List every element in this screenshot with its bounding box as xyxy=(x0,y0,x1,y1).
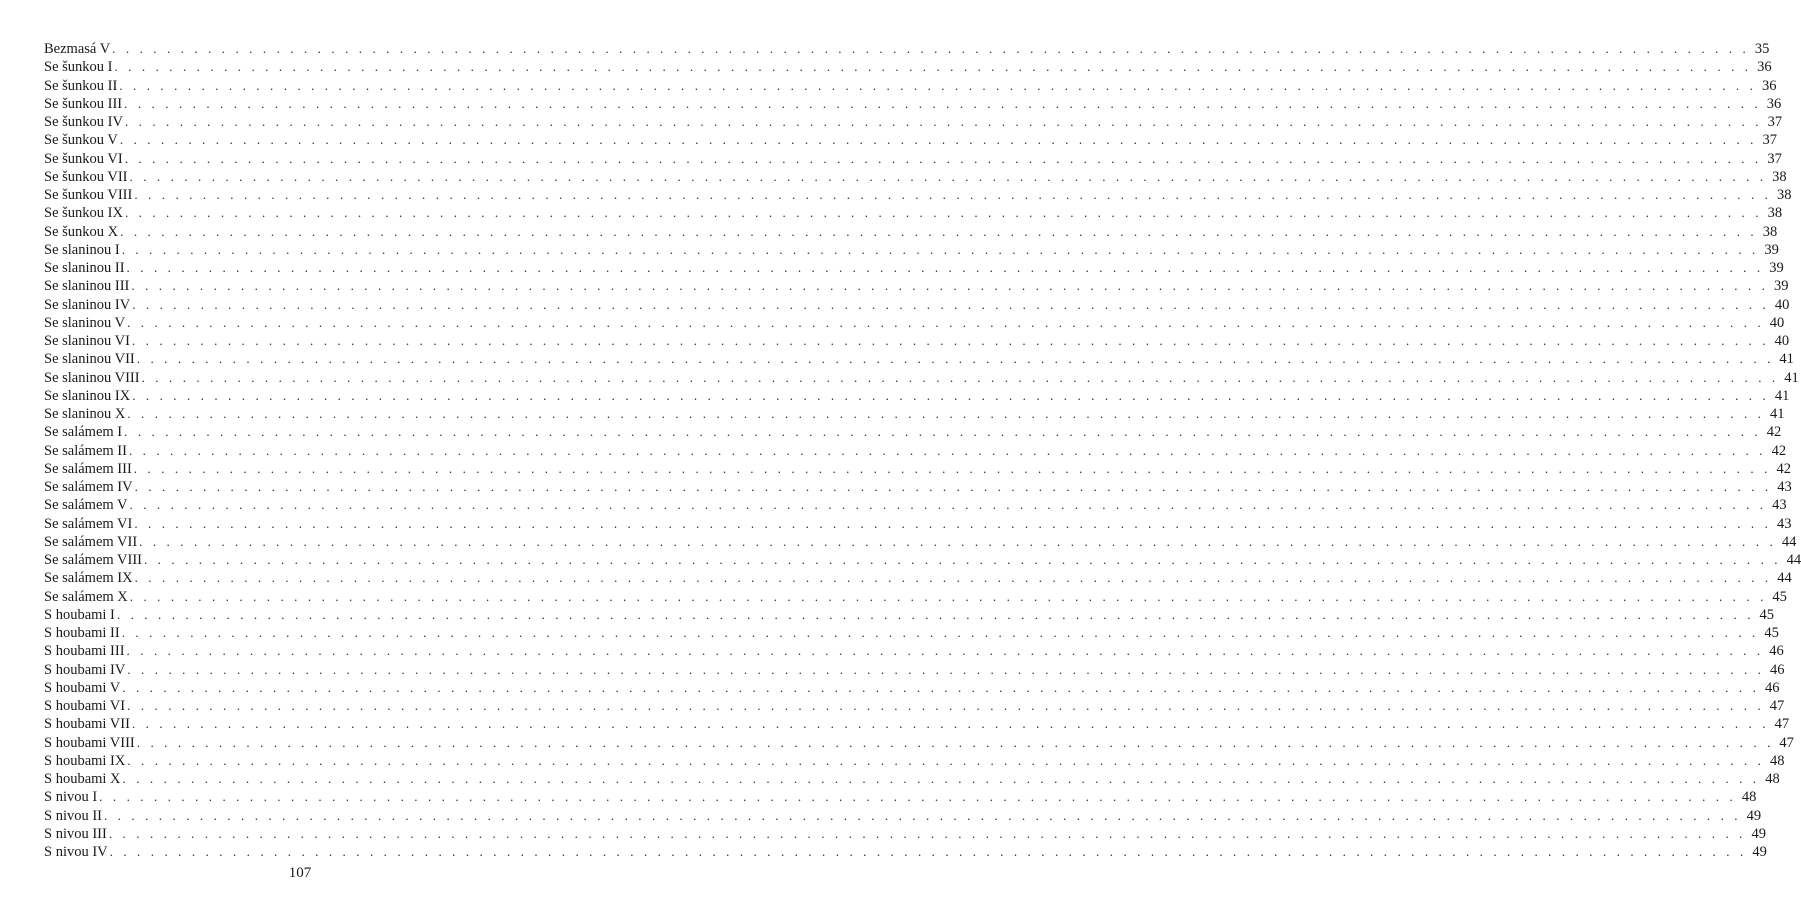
toc-entry-page: 46 xyxy=(1769,643,1784,660)
toc-entry-page: 49 xyxy=(1746,807,1762,824)
toc-entry-title: Se slaninou I xyxy=(44,241,120,258)
toc-entry xyxy=(44,58,1772,76)
toc-entry-title: Se šunkou I xyxy=(44,59,113,76)
page-number: 107 xyxy=(288,865,312,881)
toc-entry xyxy=(44,168,1787,186)
toc-entry-page: 46 xyxy=(1764,679,1780,696)
toc-dot-leader: . . . . . . . . . . . . . . . . . . . . . . . . . . . . . . . . . . . . . . . . . . . . . . . . . . . . . . . . . . . . . . . . . . . . . . . . . . . . . . . . . . . . . . . . . . . . . . . . . . . . . . . . . . . . . . . . . . . . . . . . xyxy=(132,296,1770,312)
toc-entry-title: Se salámem X xyxy=(44,588,128,605)
toc-entry-page: 39 xyxy=(1764,241,1779,258)
toc-dot-leader: . . . . . . . . . . . . . . . . . . . . . . . . . . . . . . . . . . . . . . . . . . . . . . . . . . . . . . . . . . . . . . . . . . . . . . . . . . . . . . . . . . . . . . . . . . . . . . . . . . . . . . . . . . . . . . . . . . . . . . . . xyxy=(104,807,1742,823)
toc-entry xyxy=(44,624,1779,642)
toc-entry-page: 41 xyxy=(1770,406,1785,422)
toc-dot-leader: . . . . . . . . . . . . . . . . . . . . . . . . . . . . . . . . . . . . . . . . . . . . . . . . . . . . . . . . . . . . . . . . . . . . . . . . . . . . . . . . . . . . . . . . . . . . . . . . . . . . . . . . . . . . . . . . . . . . . . . . xyxy=(136,351,1774,367)
toc-entry-title: S houbami IV xyxy=(44,661,126,678)
toc-entry-title: Se šunkou IX xyxy=(44,205,123,222)
toc-entry xyxy=(44,423,1782,441)
toc-entry-title: S houbami VIII xyxy=(44,734,135,751)
toc-entry-page: 42 xyxy=(1771,442,1787,459)
toc-entry-title: S houbami I xyxy=(44,606,115,623)
toc-dot-leader: . . . . . . . . . . . . . . . . . . . . . . . . . . . . . . . . . . . . . . . . . . . . . . . . . . . . . . . . . . . . . . . . . . . . . . . . . . . . . . . . . . . . . . . . . . . . . . . . . . . . . . . . . . . . . . . . . . . . . . . . xyxy=(132,387,1770,403)
toc-entry-page: 37 xyxy=(1767,150,1782,167)
toc-entry xyxy=(44,825,1766,843)
toc-entry-title: Se slaninou VII xyxy=(44,351,135,368)
toc-entry xyxy=(44,40,1770,58)
toc-dot-leader: . . . . . . . . . . . . . . . . . . . . . . . . . . . . . . . . . . . . . . . . . . . . . . . . . . . . . . . . . . . . . . . . . . . . . . . . . . . . . . . . . . . . . . . . . . . . . . . . . . . . . . . . . . . . . . . . . . . . . . . . xyxy=(119,132,1758,148)
toc-dot-leader: . . . . . . . . . . . . . . . . . . . . . . . . . . . . . . . . . . . . . . . . . . . . . . . . . . . . . . . . . . . . . . . . . . . . . . . . . . . . . . . . . . . . . . . . . . . . . . . . . . . . . . . . . . . . . . . . . . . . . . . . xyxy=(124,114,1763,129)
toc-entry-title: S houbami V xyxy=(44,679,121,696)
toc-entry xyxy=(44,551,1801,569)
toc-entry-page: 44 xyxy=(1777,570,1792,587)
toc-entry xyxy=(44,770,1780,788)
toc-entry xyxy=(44,752,1785,770)
toc-entry-title: Se šunkou II xyxy=(44,77,118,94)
toc-entry xyxy=(44,697,1785,715)
toc-entry xyxy=(44,405,1785,423)
toc-dot-leader: . . . . . . . . . . . . . . . . . . . . . . . . . . . . . . . . . . . . . . . . . . . . . . . . . . . . . . . . . . . . . . . . . . . . . . . . . . . . . . . . . . . . . . . . . . . . . . . . . . . . . . . . . . . . . . . . . . . . . . . . xyxy=(134,515,1772,531)
toc-entry-title: S houbami II xyxy=(44,625,120,641)
toc-entry xyxy=(44,332,1790,350)
toc-entry xyxy=(44,533,1797,551)
toc-dot-leader: . . . . . . . . . . . . . . . . . . . . . . . . . . . . . . . . . . . . . . . . . . . . . . . . . . . . . . . . . . . . . . . . . . . . . . . . . . . . . . . . . . . . . . . . . . . . . . . . . . . . . . . . . . . . . . . . . . . . . . . . xyxy=(131,716,1770,732)
toc-entry-title: Se salámem IV xyxy=(44,479,133,495)
toc-entry-title: S houbami IX xyxy=(44,752,126,769)
toc-entry xyxy=(44,369,1799,387)
toc-dot-leader: . . . . . . . . . . . . . . . . . . . . . . . . . . . . . . . . . . . . . . . . . . . . . . . . . . . . . . . . . . . . . . . . . . . . . . . . . . . . . . . . . . . . . . . . . . . . . . . . . . . . . . . . . . . . . . . . . . . . . . . . xyxy=(127,698,1765,713)
toc-entry xyxy=(44,478,1792,496)
toc-entry-title: S houbami III xyxy=(44,643,125,660)
toc-entry-page: 46 xyxy=(1770,661,1785,678)
toc-dot-leader: . . . . . . . . . . . . . . . . . . . . . . . . . . . . . . . . . . . . . . . . . . . . . . . . . . . . . . . . . . . . . . . . . . . . . . . . . . . . . . . . . . . . . . . . . . . . . . . . . . . . . . . . . . . . . . . . . . . . . . . . xyxy=(114,59,1752,75)
toc-entry xyxy=(44,113,1783,131)
toc-entry-title: S nivou I xyxy=(44,789,98,806)
toc-entry-page: 47 xyxy=(1769,698,1785,714)
toc-entry-page: 36 xyxy=(1757,59,1772,76)
toc-entry-title: Se slaninou VIII xyxy=(44,369,140,386)
toc-dot-leader: . . . . . . . . . . . . . . . . . . . . . . . . . . . . . . . . . . . . . . . . . . . . . . . . . . . . . . . . . . . . . . . . . . . . . . . . . . . . . . . . . . . . . . . . . . . . . . . . . . . . . . . . . . . . . . . . . . . . . . . . xyxy=(109,844,1747,859)
toc-entry-page: 41 xyxy=(1784,369,1799,386)
toc-entry xyxy=(44,715,1790,733)
toc-entry xyxy=(44,186,1792,204)
toc-entry-page: 41 xyxy=(1779,351,1794,368)
toc-entry-page: 35 xyxy=(1754,41,1770,57)
toc-entry xyxy=(44,642,1784,660)
toc-entry-title: Se slaninou III xyxy=(44,278,130,295)
toc-entry-page: 49 xyxy=(1751,825,1766,842)
toc-entry xyxy=(44,259,1784,277)
toc-entry-page: 44 xyxy=(1786,552,1801,568)
table-of-contents xyxy=(44,40,1801,861)
toc-entry-title: Se slaninou X xyxy=(44,406,126,422)
toc-dot-leader: . . . . . . . . . . . . . . . . . . . . . . . . . . . . . . . . . . . . . . . . . . . . . . . . . . . . . . . . . . . . . . . . . . . . . . . . . . . . . . . . . . . . . . . . . . . . . . . . . . . . . . . . . . . . . . . . . . . . . . . . xyxy=(136,734,1774,750)
toc-entry-title: Se slaninou II xyxy=(44,260,125,276)
toc-entry-page: 42 xyxy=(1766,424,1782,441)
toc-entry-title: S nivou III xyxy=(44,825,107,842)
toc-entry-title: Se salámem VI xyxy=(44,515,133,532)
toc-entry-title: Bezmasá V xyxy=(44,41,111,57)
toc-entry-title: S houbami VI xyxy=(44,698,126,714)
toc-dot-leader: . . . . . . . . . . . . . . . . . . . . . . . . . . . . . . . . . . . . . . . . . . . . . . . . . . . . . . . . . . . . . . . . . . . . . . . . . . . . . . . . . . . . . . . . . . . . . . . . . . . . . . . . . . . . . . . . . . . . . . . . xyxy=(121,625,1759,640)
toc-entry xyxy=(44,606,1775,624)
toc-entry-page: 48 xyxy=(1741,789,1757,806)
toc-entry xyxy=(44,496,1787,514)
toc-entry-page: 37 xyxy=(1762,132,1778,149)
toc-entry-title: Se slaninou IV xyxy=(44,296,131,313)
toc-entry xyxy=(44,150,1782,168)
toc-entry-page: 37 xyxy=(1767,114,1783,130)
toc-entry xyxy=(44,807,1762,825)
toc-entry-title: Se slaninou V xyxy=(44,314,126,331)
toc-entry-page: 38 xyxy=(1762,223,1778,240)
toc-entry-title: Se šunkou III xyxy=(44,95,123,112)
toc-entry-page: 40 xyxy=(1769,314,1785,331)
toc-dot-leader: . . . . . . . . . . . . . . . . . . . . . . . . . . . . . . . . . . . . . . . . . . . . . . . . . . . . . . . . . . . . . . . . . . . . . . . . . . . . . . . . . . . . . . . . . . . . . . . . . . . . . . . . . . . . . . . . . . . . . . . . xyxy=(108,825,1746,841)
toc-entry xyxy=(44,277,1789,295)
toc-entry-title: S houbami X xyxy=(44,771,121,787)
toc-entry xyxy=(44,350,1794,368)
toc-entry-page: 44 xyxy=(1781,533,1797,550)
toc-entry-title: S nivou II xyxy=(44,807,102,824)
toc-dot-leader: . . . . . . . . . . . . . . . . . . . . . . . . . . . . . . . . . . . . . . . . . . . . . . . . . . . . . . . . . . . . . . . . . . . . . . . . . . . . . . . . . . . . . . . . . . . . . . . . . . . . . . . . . . . . . . . . . . . . . . . . xyxy=(131,278,1769,294)
toc-entry xyxy=(44,460,1791,478)
toc-entry-page: 43 xyxy=(1772,497,1787,514)
toc-entry xyxy=(44,223,1778,241)
toc-entry-title: Se salámem II xyxy=(44,442,127,459)
toc-dot-leader: . . . . . . . . . . . . . . . . . . . . . . . . . . . . . . . . . . . . . . . . . . . . . . . . . . . . . . . . . . . . . . . . . . . . . . . . . . . . . . . . . . . . . . . . . . . . . . . . . . . . . . . . . . . . . . . . . . . . . . . . xyxy=(139,533,1777,549)
toc-entry xyxy=(44,314,1785,332)
toc-entry-page: 43 xyxy=(1777,479,1792,495)
toc-entry-title: Se salámem VII xyxy=(44,533,138,550)
toc-entry-title: Se šunkou IV xyxy=(44,114,123,130)
toc-dot-leader: . . . . . . . . . . . . . . . . . . . . . . . . . . . . . . . . . . . . . . . . . . . . . . . . . . . . . . . . . . . . . . . . . . . . . . . . . . . . . . . . . . . . . . . . . . . . . . . . . . . . . . . . . . . . . . . . . . . . . . . . xyxy=(119,77,1757,93)
toc-dot-leader: . . . . . . . . . . . . . . . . . . . . . . . . . . . . . . . . . . . . . . . . . . . . . . . . . . . . . . . . . . . . . . . . . . . . . . . . . . . . . . . . . . . . . . . . . . . . . . . . . . . . . . . . . . . . . . . . . . . . . . . . xyxy=(124,150,1762,166)
toc-entry-title: S nivou IV xyxy=(44,844,108,860)
toc-entry xyxy=(44,734,1794,752)
toc-entry-page: 38 xyxy=(1777,187,1792,203)
toc-dot-leader: . . . . . . . . . . . . . . . . . . . . . . . . . . . . . . . . . . . . . . . . . . . . . . . . . . . . . . . . . . . . . . . . . . . . . . . . . . . . . . . . . . . . . . . . . . . . . . . . . . . . . . . . . . . . . . . . . . . . . . . . xyxy=(99,789,1737,805)
toc-entry xyxy=(44,387,1790,405)
toc-entry-title: Se salámem I xyxy=(44,424,123,441)
toc-entry-title: Se salámem III xyxy=(44,460,132,477)
toc-dot-leader: . . . . . . . . . . . . . . . . . . . . . . . . . . . . . . . . . . . . . . . . . . . . . . . . . . . . . . . . . . . . . . . . . . . . . . . . . . . . . . . . . . . . . . . . . . . . . . . . . . . . . . . . . . . . . . . . . . . . . . . . xyxy=(141,369,1779,385)
toc-dot-leader: . . . . . . . . . . . . . . . . . . . . . . . . . . . . . . . . . . . . . . . . . . . . . . . . . . . . . . . . . . . . . . . . . . . . . . . . . . . . . . . . . . . . . . . . . . . . . . . . . . . . . . . . . . . . . . . . . . . . . . . . xyxy=(124,95,1762,111)
toc-entry-title: Se salámem IX xyxy=(44,570,133,587)
toc-entry-page: 42 xyxy=(1776,460,1791,477)
toc-entry-page: 40 xyxy=(1774,296,1790,313)
toc-entry xyxy=(44,296,1790,314)
toc-dot-leader: . . . . . . . . . . . . . . . . . . . . . . . . . . . . . . . . . . . . . . . . . . . . . . . . . . . . . . . . . . . . . . . . . . . . . . . . . . . . . . . . . . . . . . . . . . . . . . . . . . . . . . . . . . . . . . . . . . . . . . . . xyxy=(122,771,1760,786)
toc-entry xyxy=(44,204,1783,222)
toc-entry xyxy=(44,77,1777,95)
toc-entry-page: 38 xyxy=(1772,168,1787,185)
toc-dot-leader: . . . . . . . . . . . . . . . . . . . . . . . . . . . . . . . . . . . . . . . . . . . . . . . . . . . . . . . . . . . . . . . . . . . . . . . . . . . . . . . . . . . . . . . . . . . . . . . . . . . . . . . . . . . . . . . . . . . . . . . . xyxy=(122,679,1760,695)
toc-entry xyxy=(44,588,1787,606)
toc-entry-title: Se šunkou X xyxy=(44,223,119,240)
toc-dot-leader: . . . . . . . . . . . . . . . . . . . . . . . . . . . . . . . . . . . . . . . . . . . . . . . . . . . . . . . . . . . . . . . . . . . . . . . . . . . . . . . . . . . . . . . . . . . . . . . . . . . . . . . . . . . . . . . . . . . . . . . . xyxy=(127,406,1765,421)
toc-entry-page: 39 xyxy=(1769,260,1784,276)
toc-entry-title: Se šunkou VI xyxy=(44,150,123,167)
toc-entry-page: 40 xyxy=(1774,333,1790,349)
toc-entry-title: Se šunkou VIII xyxy=(44,187,133,203)
toc-dot-leader: . . . . . . . . . . . . . . . . . . . . . . . . . . . . . . . . . . . . . . . . . . . . . . . . . . . . . . . . . . . . . . . . . . . . . . . . . . . . . . . . . . . . . . . . . . . . . . . . . . . . . . . . . . . . . . . . . . . . . . . . xyxy=(127,314,1765,330)
toc-dot-leader: . . . . . . . . . . . . . . . . . . . . . . . . . . . . . . . . . . . . . . . . . . . . . . . . . . . . . . . . . . . . . . . . . . . . . . . . . . . . . . . . . . . . . . . . . . . . . . . . . . . . . . . . . . . . . . . . . . . . . . . . xyxy=(133,460,1771,476)
toc-entry-title: Se šunkou VII xyxy=(44,168,128,185)
toc-entry-page: 38 xyxy=(1767,205,1783,222)
toc-dot-leader: . . . . . . . . . . . . . . . . . . . . . . . . . . . . . . . . . . . . . . . . . . . . . . . . . . . . . . . . . . . . . . . . . . . . . . . . . . . . . . . . . . . . . . . . . . . . . . . . . . . . . . . . . . . . . . . . . . . . . . . . xyxy=(129,588,1767,604)
toc-dot-leader: . . . . . . . . . . . . . . . . . . . . . . . . . . . . . . . . . . . . . . . . . . . . . . . . . . . . . . . . . . . . . . . . . . . . . . . . . . . . . . . . . . . . . . . . . . . . . . . . . . . . . . . . . . . . . . . . . . . . . . . . xyxy=(128,442,1767,458)
toc-entry-page: 48 xyxy=(1765,771,1780,787)
toc-entry-page: 39 xyxy=(1774,278,1789,295)
toc-entry-page: 49 xyxy=(1752,844,1767,860)
toc-entry-page: 41 xyxy=(1774,387,1790,404)
toc-dot-leader: . . . . . . . . . . . . . . . . . . . . . . . . . . . . . . . . . . . . . . . . . . . . . . . . . . . . . . . . . . . . . . . . . . . . . . . . . . . . . . . . . . . . . . . . . . . . . . . . . . . . . . . . . . . . . . . . . . . . . . . . xyxy=(134,479,1772,494)
toc-dot-leader: . . . . . . . . . . . . . . . . . . . . . . . . . . . . . . . . . . . . . . . . . . . . . . . . . . . . . . . . . . . . . . . . . . . . . . . . . . . . . . . . . . . . . . . . . . . . . . . . . . . . . . . . . . . . . . . . . . . . . . . . xyxy=(120,223,1758,239)
toc-dot-leader: . . . . . . . . . . . . . . . . . . . . . . . . . . . . . . . . . . . . . . . . . . . . . . . . . . . . . . . . . . . . . . . . . . . . . . . . . . . . . . . . . . . . . . . . . . . . . . . . . . . . . . . . . . . . . . . . . . . . . . . . xyxy=(131,333,1770,348)
toc-entry-page: 45 xyxy=(1764,625,1779,641)
toc-entry-title: Se salámem V xyxy=(44,497,128,514)
toc-entry-page: 47 xyxy=(1779,734,1794,751)
toc-dot-leader: . . . . . . . . . . . . . . . . . . . . . . . . . . . . . . . . . . . . . . . . . . . . . . . . . . . . . . . . . . . . . . . . . . . . . . . . . . . . . . . . . . . . . . . . . . . . . . . . . . . . . . . . . . . . . . . . . . . . . . . . xyxy=(129,168,1767,184)
toc-entry-page: 36 xyxy=(1766,95,1782,112)
toc-entry xyxy=(44,679,1780,697)
toc-entry xyxy=(44,95,1782,113)
toc-entry xyxy=(44,131,1778,149)
toc-dot-leader: . . . . . . . . . . . . . . . . . . . . . . . . . . . . . . . . . . . . . . . . . . . . . . . . . . . . . . . . . . . . . . . . . . . . . . . . . . . . . . . . . . . . . . . . . . . . . . . . . . . . . . . . . . . . . . . . . . . . . . . . xyxy=(134,187,1772,202)
toc-dot-leader: . . . . . . . . . . . . . . . . . . . . . . . . . . . . . . . . . . . . . . . . . . . . . . . . . . . . . . . . . . . . . . . . . . . . . . . . . . . . . . . . . . . . . . . . . . . . . . . . . . . . . . . . . . . . . . . . . . . . . . . . xyxy=(124,205,1763,221)
toc-entry-title: Se šunkou V xyxy=(44,132,118,149)
toc-entry xyxy=(44,515,1792,533)
toc-dot-leader: . . . . . . . . . . . . . . . . . . . . . . . . . . . . . . . . . . . . . . . . . . . . . . . . . . . . . . . . . . . . . . . . . . . . . . . . . . . . . . . . . . . . . . . . . . . . . . . . . . . . . . . . . . . . . . . . . . . . . . . . xyxy=(126,260,1764,275)
toc-entry-title: Se slaninou VI xyxy=(44,333,130,349)
toc-entry-page: 43 xyxy=(1776,515,1792,532)
toc-dot-leader: . . . . . . . . . . . . . . . . . . . . . . . . . . . . . . . . . . . . . . . . . . . . . . . . . . . . . . . . . . . . . . . . . . . . . . . . . . . . . . . . . . . . . . . . . . . . . . . . . . . . . . . . . . . . . . . . . . . . . . . . xyxy=(127,752,1765,768)
toc-entry xyxy=(44,569,1792,587)
toc-entry-page: 45 xyxy=(1772,588,1787,605)
toc-dot-leader: . . . . . . . . . . . . . . . . . . . . . . . . . . . . . . . . . . . . . . . . . . . . . . . . . . . . . . . . . . . . . . . . . . . . . . . . . . . . . . . . . . . . . . . . . . . . . . . . . . . . . . . . . . . . . . . . . . . . . . . . xyxy=(116,606,1755,622)
toc-entry-page: 47 xyxy=(1774,716,1790,733)
toc-dot-leader: . . . . . . . . . . . . . . . . . . . . . . . . . . . . . . . . . . . . . . . . . . . . . . . . . . . . . . . . . . . . . . . . . . . . . . . . . . . . . . . . . . . . . . . . . . . . . . . . . . . . . . . . . . . . . . . . . . . . . . . . xyxy=(112,41,1750,56)
toc-entry-title: Se salámem VIII xyxy=(44,552,142,568)
toc-dot-leader: . . . . . . . . . . . . . . . . . . . . . . . . . . . . . . . . . . . . . . . . . . . . . . . . . . . . . . . . . . . . . . . . . . . . . . . . . . . . . . . . . . . . . . . . . . . . . . . . . . . . . . . . . . . . . . . . . . . . . . . . xyxy=(124,424,1762,440)
toc-entry xyxy=(44,241,1779,259)
toc-entry xyxy=(44,442,1787,460)
toc-entry xyxy=(44,788,1757,806)
toc-entry-page: 48 xyxy=(1770,752,1785,769)
toc-entry-page: 36 xyxy=(1761,77,1777,94)
toc-dot-leader: . . . . . . . . . . . . . . . . . . . . . . . . . . . . . . . . . . . . . . . . . . . . . . . . . . . . . . . . . . . . . . . . . . . . . . . . . . . . . . . . . . . . . . . . . . . . . . . . . . . . . . . . . . . . . . . . . . . . . . . . xyxy=(126,643,1764,659)
toc-entry-page: 45 xyxy=(1759,606,1775,623)
toc-dot-leader: . . . . . . . . . . . . . . . . . . . . . . . . . . . . . . . . . . . . . . . . . . . . . . . . . . . . . . . . . . . . . . . . . . . . . . . . . . . . . . . . . . . . . . . . . . . . . . . . . . . . . . . . . . . . . . . . . . . . . . . . xyxy=(134,570,1772,586)
toc-entry xyxy=(44,661,1785,679)
toc-entry-title: S houbami VII xyxy=(44,716,130,733)
toc-dot-leader: . . . . . . . . . . . . . . . . . . . . . . . . . . . . . . . . . . . . . . . . . . . . . . . . . . . . . . . . . . . . . . . . . . . . . . . . . . . . . . . . . . . . . . . . . . . . . . . . . . . . . . . . . . . . . . . . . . . . . . . . xyxy=(129,497,1767,513)
toc-entry xyxy=(44,843,1767,861)
toc-dot-leader: . . . . . . . . . . . . . . . . . . . . . . . . . . . . . . . . . . . . . . . . . . . . . . . . . . . . . . . . . . . . . . . . . . . . . . . . . . . . . . . . . . . . . . . . . . . . . . . . . . . . . . . . . . . . . . . . . . . . . . . . xyxy=(121,241,1759,257)
toc-dot-leader: . . . . . . . . . . . . . . . . . . . . . . . . . . . . . . . . . . . . . . . . . . . . . . . . . . . . . . . . . . . . . . . . . . . . . . . . . . . . . . . . . . . . . . . . . . . . . . . . . . . . . . . . . . . . . . . . . . . . . . . . xyxy=(127,661,1765,677)
toc-dot-leader: . . . . . . . . . . . . . . . . . . . . . . . . . . . . . . . . . . . . . . . . . . . . . . . . . . . . . . . . . . . . . . . . . . . . . . . . . . . . . . . . . . . . . . . . . . . . . . . . . . . . . . . . . . . . . . . . . . . . . . . . xyxy=(143,552,1782,567)
toc-entry-title: Se slaninou IX xyxy=(44,387,131,404)
